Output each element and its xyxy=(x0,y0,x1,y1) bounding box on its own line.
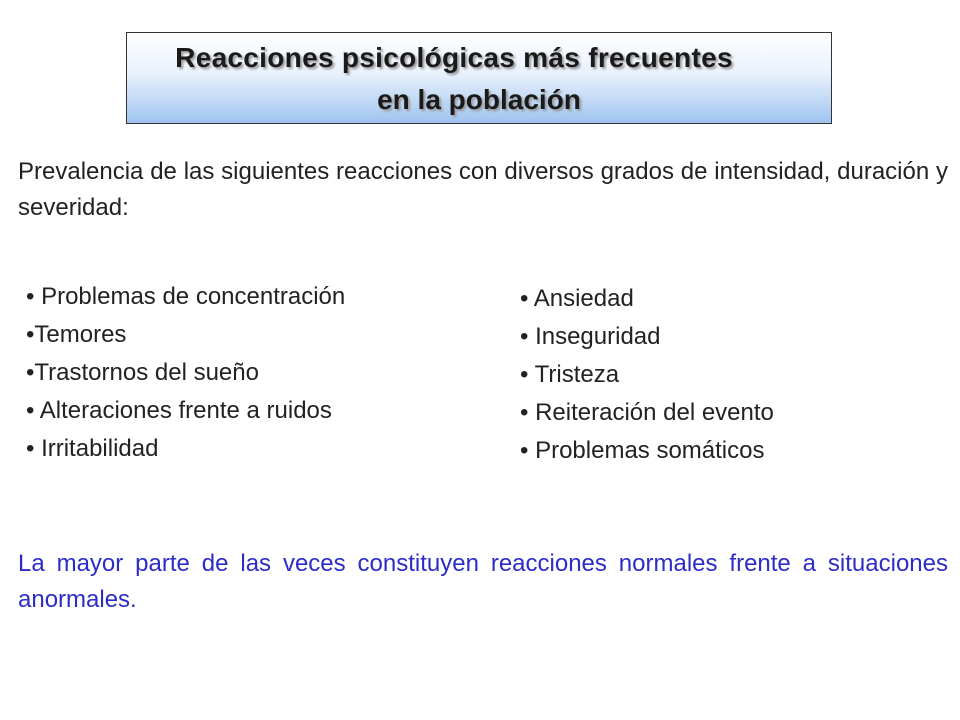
right-reactions-list xyxy=(520,280,774,470)
list-item: • Inseguridad xyxy=(520,323,661,350)
list-item: • Problemas de concentración xyxy=(26,283,346,310)
left-reactions-list xyxy=(26,278,345,468)
closing-paragraph: La mayor parte de las veces constituyen reacciones normales frente a situaciones anormales. xyxy=(18,550,948,613)
title-box xyxy=(126,32,832,124)
list-item: • Problemas somáticos xyxy=(520,437,765,464)
list-item: • Irritabilidad xyxy=(26,435,159,462)
list-item: •Trastornos del sueño xyxy=(26,359,259,386)
list-item: • Tristeza xyxy=(520,361,620,388)
intro-paragraph: Prevalencia de las siguientes reacciones con diversos grados de intensidad, duración y severidad: xyxy=(18,158,948,221)
title-line-2: en la población xyxy=(377,84,581,115)
list-item: • Alteraciones frente a ruidos xyxy=(26,397,332,424)
list-item: • Ansiedad xyxy=(520,285,634,312)
title-line-1: Reacciones psicológicas más frecuentes xyxy=(175,42,733,73)
list-item: •Temores xyxy=(26,321,127,348)
list-item: • Reiteración del evento xyxy=(520,399,774,426)
